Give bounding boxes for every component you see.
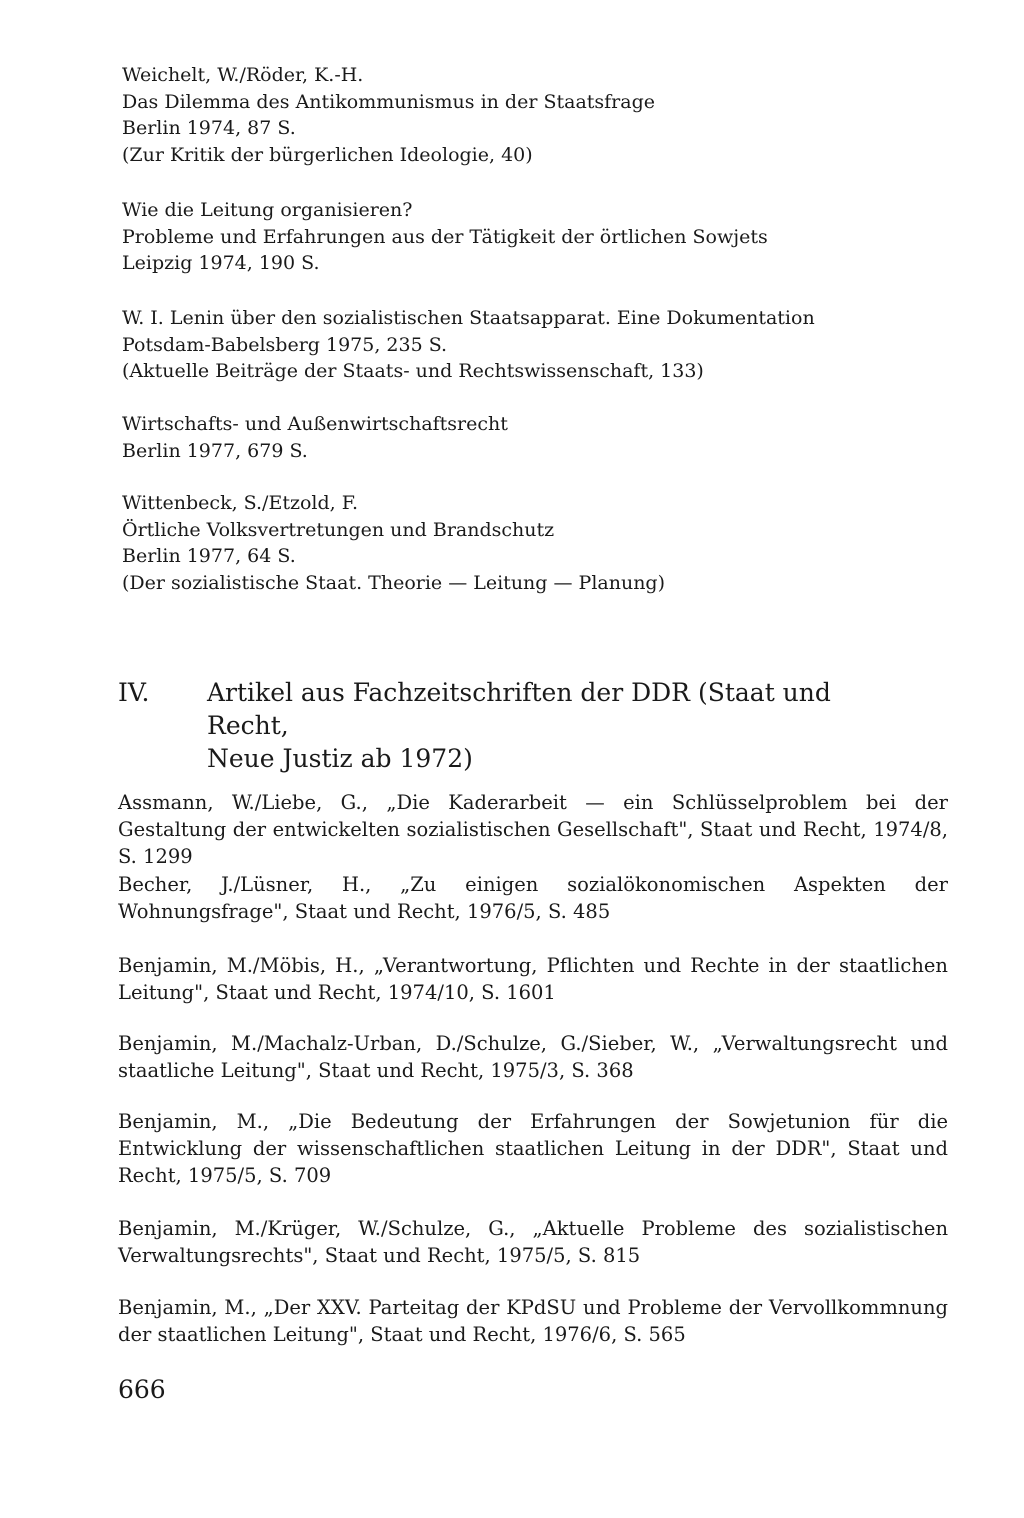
entry-subtitle-line: Probleme und Erfahrungen aus der Tätigkeit der örtlichen Sowjets [122, 225, 768, 248]
entry-series-line: (Der sozialistische Staat. Theorie — Leitung — Planung) [122, 571, 666, 594]
entry-author-line: Weichelt, W./Röder, K.-H. [122, 64, 364, 86]
article-entry: Benjamin, M., „Die Bedeutung der Erfahrungen der Sowjetunion für die Entwicklung der wissenschaftlichen staatlichen Leitung in der DDR", Staat und Recht, 1975/5, S. 709 [118, 1110, 948, 1187]
bibliography-entry [122, 197, 902, 277]
entry-series-line: (Aktuelle Beiträge der Staats- und Rechtswissenschaft, 133) [122, 360, 704, 382]
bibliography-entry [122, 411, 902, 464]
entry-author-line: Wittenbeck, S./Etzold, F. [122, 492, 358, 514]
entry-publication-line: Potsdam-Babelsberg 1975, 235 S. [122, 333, 448, 356]
page-number: 666 [118, 1375, 166, 1404]
entry-publication-line: Berlin 1974, 87 S. [122, 117, 296, 139]
article-entry: Assmann, W./Liebe, G., „Die Kaderarbeit — ein Schlüsselproblem bei der Gestaltung der entwickelten sozialistischen Gesellschaft", Staat und Recht, 1974/8, S. 1299 [118, 791, 948, 868]
entry-title-line: Örtliche Volksvertretungen und Brandschutz [122, 518, 555, 541]
entry-publication-line: Berlin 1977, 64 S. [122, 545, 296, 567]
article-entry: Benjamin, M./Machalz-Urban, D./Schulze, G./Sieber, W., „Verwaltungsrecht und staatliche Leitung", Staat und Recht, 1975/3, S. 368 [118, 1032, 948, 1082]
section-title-line: Neue Justiz ab 1972) [207, 744, 473, 773]
article-entry: Benjamin, M./Möbis, H., „Verantwortung, Pflichten und Rechte in der staatlichen Leitung", Staat und Recht, 1974/10, S. 1601 [118, 954, 948, 1004]
entry-title-line: Das Dilemma des Antikommunismus in der Staatsfrage [122, 90, 656, 113]
entry-publication-line: Leipzig 1974, 190 S. [122, 252, 320, 274]
entry-series-line: (Zur Kritik der bürgerlichen Ideologie, 40) [122, 143, 533, 166]
entry-title-line: Wie die Leitung organisieren? [122, 199, 413, 221]
section-number: IV. [118, 678, 150, 707]
entry-publication-line: Berlin 1977, 679 S. [122, 439, 308, 462]
article-entry: Benjamin, M., „Der XXV. Parteitag der KPdSU und Probleme der Vervollkommnung der staatlichen Leitung", Staat und Recht, 1976/6, S. 565 [118, 1296, 948, 1346]
section-title-line: Artikel aus Fachzeitschriften der DDR (Staat und Recht, [207, 678, 831, 740]
article-entry: Benjamin, M./Krüger, W./Schulze, G., „Aktuelle Probleme des sozialistischen Verwaltungsrechts", Staat und Recht, 1975/5, S. 815 [118, 1217, 948, 1267]
bibliography-entry [122, 490, 902, 596]
entry-title-line: Wirtschafts- und Außenwirtschaftsrecht [122, 413, 508, 435]
article-entry: Becher, J./Lüsner, H., „Zu einigen sozialökonomischen Aspekten der Wohnungsfrage", Staat und Recht, 1976/5, S. 485 [118, 873, 948, 923]
bibliography-entry [122, 62, 902, 168]
entry-title-line: W. I. Lenin über den sozialistischen Staatsapparat. Eine Dokumentation [122, 307, 815, 329]
bibliography-entry [122, 305, 902, 385]
section-title [207, 676, 907, 775]
